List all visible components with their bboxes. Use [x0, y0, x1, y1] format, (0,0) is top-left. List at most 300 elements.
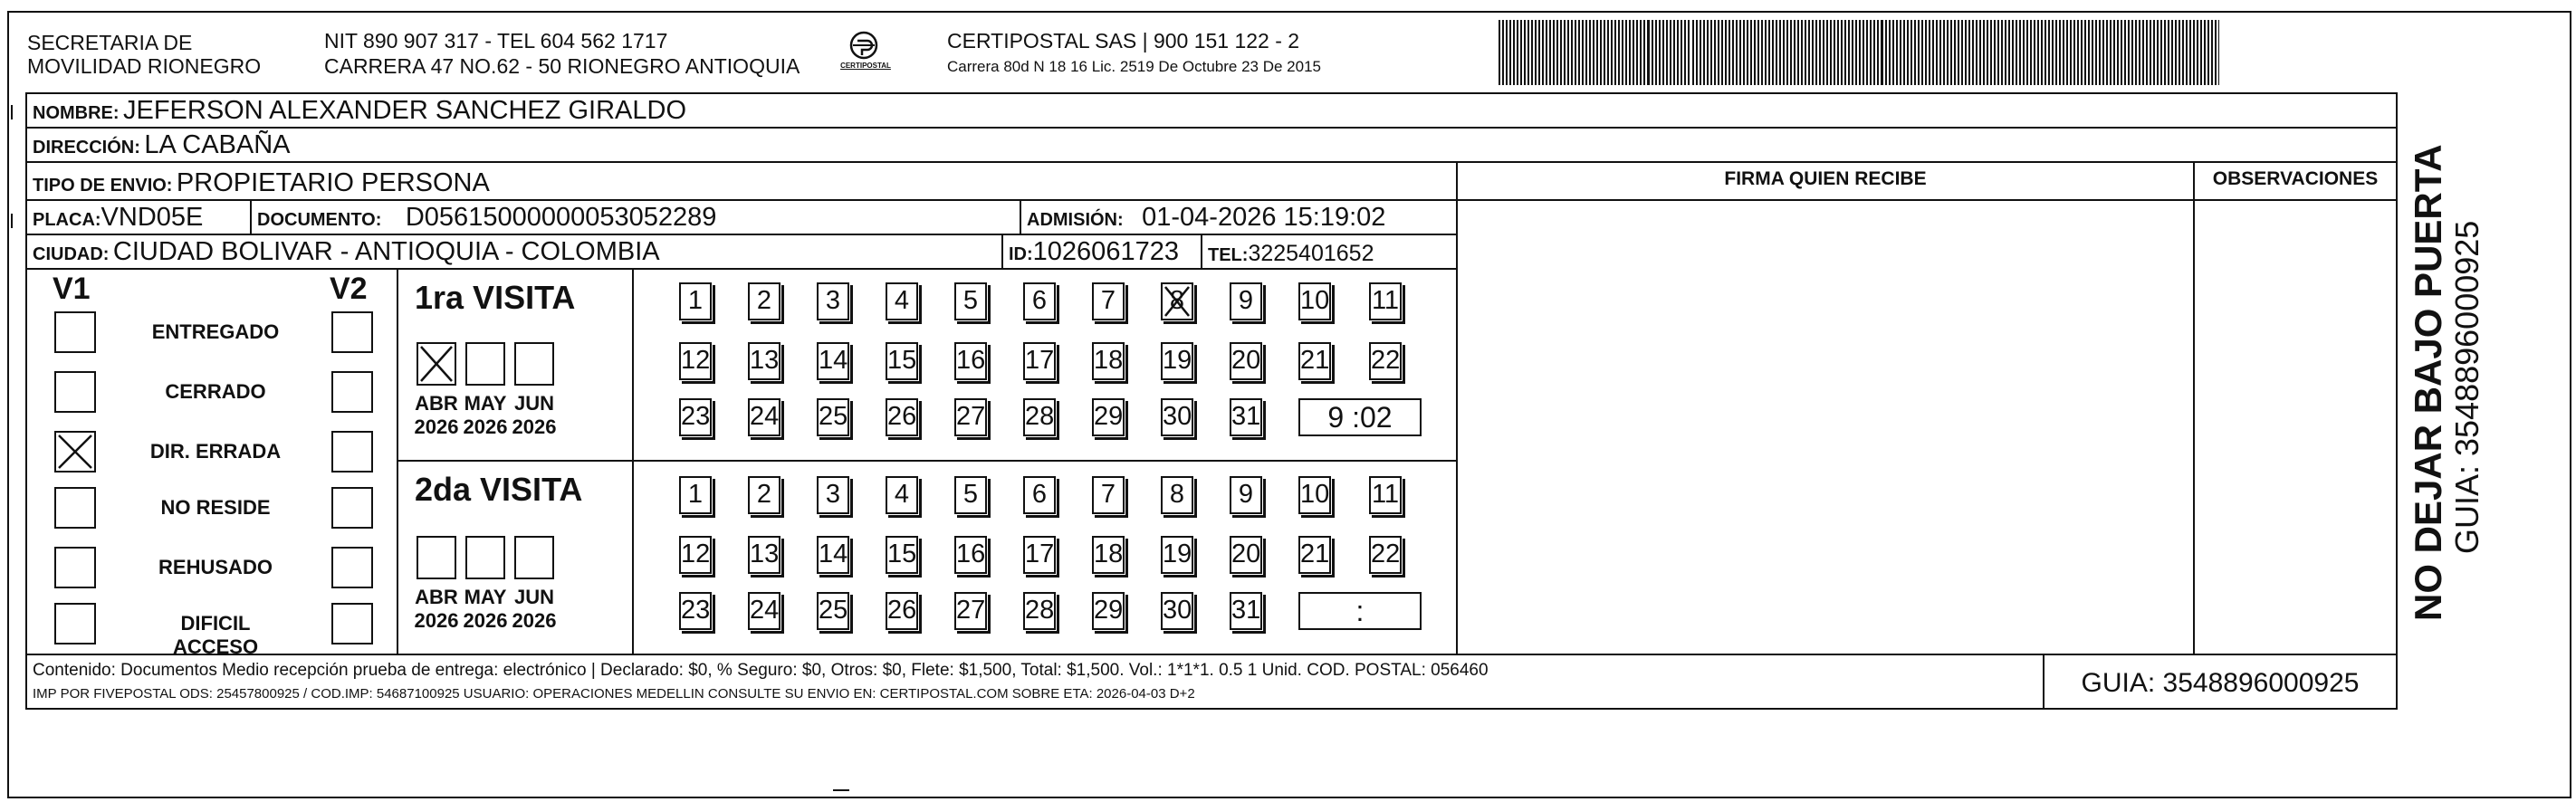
barcode-bar: [1983, 20, 1985, 85]
barcode-bar: [2052, 20, 2054, 85]
barcode-bar: [1670, 20, 1671, 85]
barcode-bar: [1625, 20, 1627, 85]
day-checkbox[interactable]: 10: [1298, 476, 1331, 514]
reason-label: CERRADO: [165, 380, 266, 403]
v2-label: V2: [330, 272, 368, 306]
barcode-bar: [1855, 20, 1857, 85]
month-label: JUN: [513, 586, 554, 608]
barcode-bar: [1600, 20, 1602, 85]
day-checkbox[interactable]: 14: [817, 536, 849, 574]
barcode: [1499, 20, 2223, 85]
barcode-bar: [1805, 20, 1806, 85]
day-checkbox[interactable]: 13: [748, 536, 780, 574]
day-checkbox[interactable]: 21: [1298, 342, 1331, 380]
reason-label: ENTREGADO: [151, 320, 280, 343]
day-checkbox[interactable]: 13: [748, 342, 780, 380]
tipo-value: PROPIETARIO PERSONA: [176, 168, 490, 197]
barcode-bar: [1968, 20, 1970, 85]
barcode-bar: [2092, 20, 2093, 85]
barcode-bar: [1907, 20, 1909, 85]
barcode-bar: [1990, 20, 1992, 85]
day-checkbox[interactable]: 19: [1161, 536, 1193, 574]
barcode-bar: [2160, 20, 2162, 85]
barcode-bar: [2186, 20, 2188, 85]
barcode-bar: [1801, 20, 1803, 85]
guia-box: [2043, 654, 2398, 710]
barcode-bar: [1870, 20, 1872, 85]
barcode-bar: [2215, 20, 2217, 85]
barcode-bar: [1939, 20, 1941, 85]
reason-label: REHUSADO: [158, 556, 273, 578]
barcode-bar: [1997, 20, 1999, 85]
barcode-bar: [2095, 20, 2097, 85]
day-checkbox[interactable]: 9: [1230, 282, 1262, 320]
v2-checkbox[interactable]: [331, 371, 373, 413]
day-checkbox[interactable]: 2: [748, 476, 780, 514]
barcode-bar: [1652, 20, 1653, 85]
barcode-bar: [2193, 20, 2195, 85]
barcode-bar: [1506, 20, 1508, 85]
barcode-bar: [1696, 20, 1698, 85]
barcode-bar: [2142, 20, 2144, 85]
logo-text: CERTIPOSTAL: [840, 62, 891, 70]
day-checkbox[interactable]: 11: [1369, 282, 1402, 320]
day-checkbox[interactable]: 25: [817, 592, 849, 630]
day-checkbox[interactable]: 21: [1298, 536, 1331, 574]
barcode-bar: [1578, 20, 1580, 85]
barcode-bar: [1965, 20, 1967, 85]
direccion-row: [25, 127, 2398, 163]
barcode-bar: [1918, 20, 1920, 85]
id-label: ID:: [1009, 244, 1033, 264]
barcode-bar: [1560, 20, 1562, 85]
day-checkbox[interactable]: 5: [954, 282, 987, 320]
barcode-bar: [1535, 20, 1537, 85]
check-mark-icon: [1163, 284, 1192, 319]
barcode-bar: [1607, 20, 1609, 85]
barcode-bar: [1910, 20, 1912, 85]
barcode-bar: [1681, 20, 1682, 85]
barcode-bar: [2175, 20, 2177, 85]
barcode-bar: [1666, 20, 1668, 85]
v1-checkbox[interactable]: [54, 371, 96, 413]
documento-cell: [250, 199, 1021, 235]
barcode-bar: [1673, 20, 1675, 85]
day-checkbox[interactable]: 12: [679, 342, 712, 380]
barcode-bar: [1794, 20, 1796, 85]
tel-cell: [1201, 234, 1458, 270]
barcode-bar: [1772, 20, 1774, 85]
placa-value: VND05E: [101, 203, 204, 232]
nombre-row: [25, 92, 2398, 129]
month-checkbox[interactable]: [514, 342, 554, 386]
day-checkbox[interactable]: 8: [1161, 476, 1193, 514]
barcode-bar: [1903, 20, 1905, 85]
day-checkbox[interactable]: 28: [1023, 398, 1056, 436]
day-checkbox[interactable]: 20: [1230, 536, 1262, 574]
side-guia: GUIA: 3548896000925: [2448, 220, 2485, 554]
month-year: 2026: [463, 609, 508, 632]
day-checkbox[interactable]: 18: [1092, 342, 1125, 380]
barcode-bar: [1546, 20, 1547, 85]
day-checkbox[interactable]: 22: [1369, 342, 1402, 380]
day-checkbox[interactable]: 15: [886, 536, 918, 574]
day-checkbox[interactable]: 10: [1298, 282, 1331, 320]
logo: [833, 27, 898, 76]
barcode-bar: [2084, 20, 2086, 85]
day-checkbox[interactable]: 30: [1161, 398, 1193, 436]
barcode-bar: [1684, 20, 1686, 85]
admision-value: 01-04-2026 15:19:02: [1142, 203, 1386, 232]
barcode-bar: [2026, 20, 2028, 85]
barcode-bar: [1739, 20, 1741, 85]
day-checkbox[interactable]: 19: [1161, 342, 1193, 380]
day-checkbox[interactable]: 29: [1092, 398, 1125, 436]
month-label: MAY: [464, 392, 507, 415]
barcode-bar: [1677, 20, 1679, 85]
day-checkbox[interactable]: 4: [886, 476, 918, 514]
barcode-bar: [1914, 20, 1916, 85]
barcode-bar: [2189, 20, 2191, 85]
barcode-bar: [1527, 20, 1529, 85]
ciudad-value: CIUDAD BOLIVAR - ANTIOQUIA - COLOMBIA: [112, 237, 660, 266]
v1-label: V1: [53, 272, 91, 306]
barcode-bar: [1837, 20, 1839, 85]
barcode-bar: [2117, 20, 2119, 85]
day-checkbox[interactable]: 27: [954, 592, 987, 630]
day-checkbox[interactable]: 6: [1023, 282, 1056, 320]
barcode-bar: [1863, 20, 1864, 85]
barcode-bar: [1618, 20, 1620, 85]
nit-line: NIT 890 907 317 - TEL 604 562 1717: [324, 29, 668, 53]
barcode-bar: [2088, 20, 2090, 85]
barcode-bar: [2070, 20, 2072, 85]
barcode-bar: [1783, 20, 1785, 85]
barcode-bar: [1950, 20, 1952, 85]
placa-cell: [25, 199, 252, 235]
barcode-bar: [2218, 20, 2219, 85]
day-checkbox[interactable]: 16: [954, 536, 987, 574]
day-checkbox[interactable]: 31: [1230, 592, 1262, 630]
day-checkbox[interactable]: [1161, 282, 1193, 320]
barcode-bar: [1819, 20, 1821, 85]
barcode-bar: [2110, 20, 2112, 85]
day-checkbox[interactable]: 27: [954, 398, 987, 436]
check-mark-icon: [418, 344, 455, 384]
barcode-bar: [1647, 20, 1650, 85]
day-checkbox[interactable]: 5: [954, 476, 987, 514]
barcode-bar: [1929, 20, 1930, 85]
barcode-bar: [1844, 20, 1846, 85]
month-label: ABR: [415, 392, 458, 415]
barcode-bar: [1892, 20, 1894, 85]
barcode-bar: [1633, 20, 1634, 85]
tel-value: 3225401652: [1248, 241, 1374, 266]
barcode-bar: [1643, 20, 1645, 85]
day-checkbox[interactable]: 11: [1369, 476, 1402, 514]
barcode-bar: [1549, 20, 1551, 85]
month-year: 2026: [463, 415, 508, 438]
barcode-bar: [1877, 20, 1879, 85]
v1-checkbox[interactable]: [54, 311, 96, 353]
barcode-bar: [2157, 20, 2159, 85]
imp-text: IMP POR FIVEPOSTAL ODS: 25457800925 / COD.IMP: 54687100925 USUARIO: OPERACIONES MEDELLIN CONSULTE SU ENVIO EN: CERTIPOSTAL.COM SOBRE ETA: 2026-04-03 D+2: [33, 686, 1195, 702]
day-checkbox[interactable]: 22: [1369, 536, 1402, 574]
barcode-bar: [1889, 20, 1891, 85]
barcode-bar: [1703, 20, 1705, 85]
barcode-bar: [1961, 20, 1963, 85]
day-checkbox[interactable]: 4: [886, 282, 918, 320]
barcode-bar: [1524, 20, 1526, 85]
barcode-bar: [1571, 20, 1573, 85]
barcode-bar: [1502, 20, 1504, 85]
reason-label: DIR. ERRADA: [149, 440, 282, 463]
id-value: 1026061723: [1032, 237, 1179, 266]
month-checkbox[interactable]: [465, 536, 505, 579]
check-mark-icon: [56, 433, 94, 471]
day-checkbox[interactable]: 20: [1230, 342, 1262, 380]
barcode-bar: [1564, 20, 1566, 85]
barcode-bar: [2073, 20, 2075, 85]
reason-label: DIFICIL ACCESO: [172, 612, 259, 658]
barcode-bar: [1830, 20, 1832, 85]
barcode-bar: [1700, 20, 1701, 85]
day-checkbox[interactable]: 26: [886, 592, 918, 630]
barcode-bar: [1866, 20, 1868, 85]
barcode-bar: [1604, 20, 1605, 85]
day-checkbox[interactable]: 15: [886, 342, 918, 380]
barcode-bar: [1896, 20, 1898, 85]
scan-mark: [833, 789, 849, 791]
barcode-bar: [1932, 20, 1934, 85]
direccion-label: DIRECCIÓN:: [33, 138, 140, 158]
day-checkbox[interactable]: 6: [1023, 476, 1056, 514]
barcode-bar: [2045, 20, 2046, 85]
barcode-bar: [1567, 20, 1569, 85]
barcode-bar: [2059, 20, 2061, 85]
barcode-bar: [1834, 20, 1835, 85]
observaciones-label: OBSERVACIONES: [2212, 168, 2379, 189]
day-checkbox[interactable]: 2: [748, 282, 780, 320]
day-checkbox[interactable]: 23: [679, 398, 712, 436]
barcode-bar: [2008, 20, 2010, 85]
barcode-bar: [1636, 20, 1638, 85]
org-name-line1: SECRETARIA DE: [27, 31, 193, 54]
barcode-bar: [1725, 20, 1727, 85]
barcode-bar: [2131, 20, 2133, 85]
month-year: 2026: [414, 415, 459, 438]
barcode-bar: [1710, 20, 1712, 85]
v2-checkbox[interactable]: [331, 487, 373, 529]
barcode-bar: [2041, 20, 2043, 85]
month-checkbox[interactable]: [417, 536, 456, 579]
documento-label: DOCUMENTO:: [257, 210, 382, 230]
barcode-bar: [1885, 20, 1887, 85]
barcode-bar: [1925, 20, 1927, 85]
day-checkbox[interactable]: 25: [817, 398, 849, 436]
day-checkbox[interactable]: 24: [748, 398, 780, 436]
barcode-bar: [2001, 20, 2003, 85]
reason-label: NO RESIDE: [160, 496, 271, 519]
month-year: 2026: [512, 415, 557, 438]
observaciones-area[interactable]: [2193, 161, 2398, 655]
barcode-bar: [1692, 20, 1694, 85]
ciudad-cell: [25, 234, 1003, 270]
firma-label: FIRMA QUIEN RECIBE: [1724, 168, 1927, 189]
day-checkbox[interactable]: 17: [1023, 342, 1056, 380]
barcode-bar: [1556, 20, 1558, 85]
barcode-bar: [2023, 20, 2025, 85]
month-year: 2026: [512, 609, 557, 632]
v2-checkbox[interactable]: [331, 431, 373, 473]
v1-checkbox[interactable]: [54, 547, 96, 588]
placa-label: PLACA:: [33, 210, 101, 230]
month-checkbox[interactable]: [465, 342, 505, 386]
day-checkbox[interactable]: 31: [1230, 398, 1262, 436]
day-checkbox[interactable]: 30: [1161, 592, 1193, 630]
firma-area[interactable]: [1456, 161, 2195, 655]
barcode-bar: [1729, 20, 1730, 85]
barcode-bar: [1808, 20, 1810, 85]
barcode-bar: [1732, 20, 1734, 85]
day-checkbox[interactable]: 24: [748, 592, 780, 630]
time-field[interactable]: :: [1298, 592, 1422, 630]
v1-checkbox[interactable]: [54, 431, 96, 473]
month-label: JUN: [513, 392, 554, 415]
barcode-bar: [1513, 20, 1515, 85]
day-checkbox[interactable]: 18: [1092, 536, 1125, 574]
address-line: CARRERA 47 NO.62 - 50 RIONEGRO ANTIOQUIA: [324, 54, 800, 78]
day-checkbox[interactable]: 1: [679, 282, 712, 320]
admision-cell: [1020, 199, 1458, 235]
barcode-bar: [1958, 20, 1959, 85]
day-checkbox[interactable]: 7: [1092, 476, 1125, 514]
visit1-title: 1ra VISITA: [415, 279, 576, 316]
barcode-bar: [1655, 20, 1657, 85]
barcode-bar: [2150, 20, 2151, 85]
barcode-bar: [1826, 20, 1828, 85]
barcode-bar: [2146, 20, 2148, 85]
barcode-bar: [1499, 20, 1500, 85]
barcode-bar: [1589, 20, 1591, 85]
barcode-bar: [1611, 20, 1613, 85]
day-checkbox[interactable]: 1: [679, 476, 712, 514]
month-label: ABR: [415, 586, 458, 608]
v2-checkbox[interactable]: [331, 603, 373, 644]
day-checkbox[interactable]: 26: [886, 398, 918, 436]
barcode-bar: [2204, 20, 2206, 85]
barcode-bar: [1812, 20, 1814, 85]
day-checkbox[interactable]: 9: [1230, 476, 1262, 514]
barcode-bar: [1823, 20, 1824, 85]
month-checkbox[interactable]: [514, 536, 554, 579]
day-checkbox[interactable]: 29: [1092, 592, 1125, 630]
barcode-bar: [1688, 20, 1690, 85]
day-checkbox[interactable]: 3: [817, 282, 849, 320]
day-checkbox[interactable]: 14: [817, 342, 849, 380]
day-checkbox[interactable]: 28: [1023, 592, 1056, 630]
barcode-bar: [1776, 20, 1777, 85]
barcode-bar: [1994, 20, 1996, 85]
barcode-bar: [1979, 20, 1981, 85]
barcode-bar: [1873, 20, 1875, 85]
day-checkbox[interactable]: 16: [954, 342, 987, 380]
barcode-bar: [1943, 20, 1945, 85]
barcode-bar: [1841, 20, 1843, 85]
barcode-bar: [2055, 20, 2057, 85]
barcode-bar: [1848, 20, 1850, 85]
barcode-bar: [1596, 20, 1598, 85]
id-cell: [1001, 234, 1202, 270]
barcode-bar: [2063, 20, 2064, 85]
barcode-bar: [2005, 20, 2006, 85]
license-line: Carrera 80d N 18 16 Lic. 2519 De Octubre 23 De 2015: [947, 58, 1321, 75]
barcode-bar: [1768, 20, 1770, 85]
barcode-bar: [2113, 20, 2115, 85]
scan-mark: [11, 214, 13, 228]
day-checkbox[interactable]: 7: [1092, 282, 1125, 320]
barcode-bar: [2037, 20, 2039, 85]
admision-label: ADMISIÓN:: [1027, 210, 1124, 230]
barcode-bar: [2135, 20, 2137, 85]
barcode-bar: [2102, 20, 2104, 85]
barcode-bar: [1815, 20, 1817, 85]
barcode-bar: [2066, 20, 2068, 85]
day-checkbox[interactable]: 3: [817, 476, 849, 514]
barcode-bar: [1531, 20, 1533, 85]
barcode-bar: [1582, 20, 1584, 85]
barcode-bar: [1614, 20, 1616, 85]
barcode-bar: [2153, 20, 2155, 85]
month-checkbox[interactable]: [417, 342, 456, 386]
v1-checkbox[interactable]: [54, 603, 96, 644]
barcode-bar: [1553, 20, 1555, 85]
org-name-line2: MOVILIDAD RIONEGRO: [27, 54, 262, 78]
day-number: 8: [1169, 286, 1185, 315]
barcode-bar: [1640, 20, 1642, 85]
barcode-bar: [1987, 20, 1988, 85]
time-field[interactable]: 9 :02: [1298, 398, 1422, 436]
barcode-bar: [1721, 20, 1723, 85]
v1-checkbox[interactable]: [54, 487, 96, 529]
barcode-bar: [1797, 20, 1799, 85]
day-checkbox[interactable]: 17: [1023, 536, 1056, 574]
nombre-label: NOMBRE:: [33, 103, 120, 123]
v2-checkbox[interactable]: [331, 311, 373, 353]
barcode-bar: [2106, 20, 2108, 85]
day-checkbox[interactable]: 12: [679, 536, 712, 574]
barcode-bar: [2012, 20, 2014, 85]
barcode-bar: [1622, 20, 1623, 85]
barcode-bar: [1900, 20, 1901, 85]
v2-checkbox[interactable]: [331, 547, 373, 588]
barcode-bar: [1757, 20, 1759, 85]
documento-value: D05615000000053052289: [405, 203, 717, 232]
barcode-bar: [1921, 20, 1923, 85]
barcode-bar: [1779, 20, 1781, 85]
day-checkbox[interactable]: 23: [679, 592, 712, 630]
tel-label: TEL:: [1208, 245, 1249, 265]
barcode-bar: [2179, 20, 2180, 85]
contenido-text: Contenido: Documentos Medio recepción prueba de entrega: electrónico | Declarado: $0, % Seguro: $0, Otros: $0, Flete: $1,500, Total: $1,500. Vol.: 1*1*1. 0.5 1 Unid. COD. POSTAL: 056460: [33, 661, 1489, 680]
nombre-value: JEFERSON ALEXANDER SANCHEZ GIRALDO: [123, 96, 687, 125]
barcode-bar: [2139, 20, 2140, 85]
side-warning: NO DEJAR BAJO PUERTA: [2407, 144, 2449, 621]
ciudad-label: CIUDAD:: [33, 244, 110, 264]
visit2-title: 2da VISITA: [415, 471, 583, 508]
barcode-bar: [1517, 20, 1518, 85]
guia-box-text: GUIA: 3548896000925: [2081, 668, 2360, 698]
